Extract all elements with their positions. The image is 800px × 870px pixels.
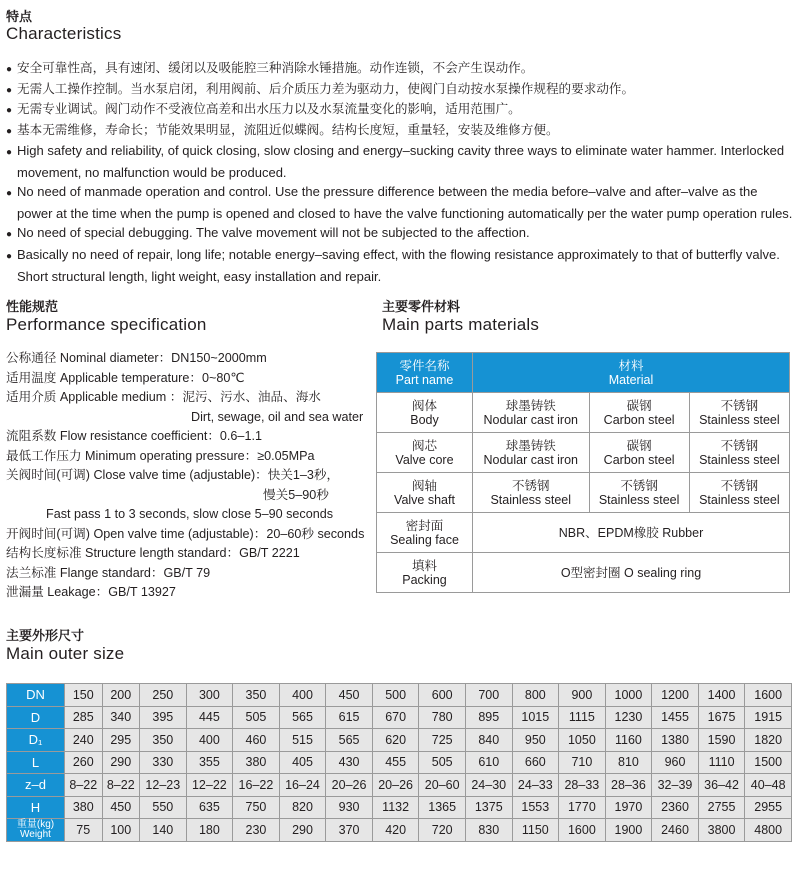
- size-cell: 330: [140, 751, 187, 774]
- cell-text-cn: 阀芯: [411, 438, 437, 453]
- size-cell: 720: [419, 819, 466, 842]
- size-row: [7, 774, 792, 797]
- characteristic-text-cn: 无需专业调试。阀门动作不受液位高差和出水压力以及水泵流量变化的影响，适用范围广。: [17, 102, 521, 116]
- size-cell: 28–33: [559, 774, 606, 797]
- performance-line: 法兰标准 Flange standard：GB/T 79: [6, 565, 211, 580]
- size-cell: 515: [279, 729, 326, 752]
- characteristic-item-cn: [6, 80, 796, 101]
- size-cell: 810: [605, 751, 652, 774]
- size-cell: 1600: [559, 819, 606, 842]
- material-cell: [689, 393, 789, 433]
- size-cell: 1400: [698, 684, 745, 707]
- size-cell: 550: [140, 796, 187, 819]
- performance-line: 开阀时间(可调) Open valve time (adjustable)：20–60秒 seconds: [6, 526, 365, 541]
- cell-text-cn: 阀轴: [411, 478, 437, 493]
- cell-text-cn: 不锈钢: [720, 398, 759, 413]
- performance-line: 慢关5–90秒: [263, 487, 329, 502]
- size-cell: 150: [65, 684, 103, 707]
- size-cell: 500: [372, 684, 419, 707]
- size-cell: 395: [140, 706, 187, 729]
- part-name-cell: [377, 473, 473, 513]
- size-row-label: [7, 819, 65, 842]
- size-cell: 12–23: [140, 774, 187, 797]
- size-cell: 200: [102, 684, 140, 707]
- performance-line: 泄漏量 Leakage：GB/T 13927: [6, 585, 176, 599]
- size-title-en: Main outer size: [6, 644, 125, 663]
- label-en: Weight: [20, 828, 51, 840]
- performance-line: Dirt, sewage, oil and sea water: [191, 409, 364, 424]
- size-cell: 40–48: [745, 774, 792, 797]
- size-cell: 450: [102, 796, 140, 819]
- parts-title-en: Main parts materials: [382, 315, 540, 334]
- bullet-icon: ●: [6, 188, 13, 200]
- size-cell: 460: [233, 729, 280, 752]
- performance-line: 适用温度 Applicable temperature：0~80℃: [6, 370, 245, 385]
- size-cell: 1050: [559, 729, 606, 752]
- size-cell: 140: [140, 819, 187, 842]
- size-cell: 8–22: [102, 774, 140, 797]
- characteristic-item-cn: [6, 121, 796, 142]
- material-cell-merged: O型密封圈 O sealing ring: [473, 553, 790, 593]
- bullet-icon: ●: [6, 147, 13, 158]
- size-cell: 670: [372, 706, 419, 729]
- size-cell: 1115: [559, 706, 606, 729]
- size-cell: 700: [465, 684, 512, 707]
- material-cell: [589, 473, 689, 513]
- cell-text-cn: 碳钢: [626, 398, 652, 413]
- characteristic-item-en: [6, 182, 796, 223]
- size-row-label: H: [7, 796, 65, 819]
- size-cell: 450: [326, 684, 373, 707]
- material-cell: [589, 393, 689, 433]
- cell-text-cn: 阀体: [411, 398, 437, 413]
- size-cell: 3800: [698, 819, 745, 842]
- size-cell: 2360: [652, 796, 699, 819]
- performance-spec-list: [6, 349, 376, 603]
- material-cell: [689, 473, 789, 513]
- size-cell: 75: [65, 819, 103, 842]
- size-row: [7, 751, 792, 774]
- cell-text-en: Body: [410, 412, 439, 427]
- size-cell: 750: [233, 796, 280, 819]
- size-cell: 620: [372, 729, 419, 752]
- size-cell: 930: [326, 796, 373, 819]
- size-cell: 1500: [745, 751, 792, 774]
- size-cell: 2460: [652, 819, 699, 842]
- parts-title-cn: 主要零件材料: [382, 299, 461, 314]
- size-cell: 300: [186, 684, 233, 707]
- size-cell: 565: [326, 729, 373, 752]
- cell-text-en: Carbon steel: [603, 452, 675, 467]
- size-cell: 4800: [745, 819, 792, 842]
- size-cell: 1900: [605, 819, 652, 842]
- size-cell: 1375: [465, 796, 512, 819]
- outer-size-table: [6, 683, 792, 842]
- cell-text-en: Valve shaft: [394, 492, 455, 507]
- cell-text-cn: 不锈钢: [720, 438, 759, 453]
- bullet-icon: ●: [6, 64, 13, 75]
- size-cell: 840: [465, 729, 512, 752]
- size-row-label: D₁: [7, 729, 65, 752]
- size-cell: 16–24: [279, 774, 326, 797]
- cell-text-en: Valve core: [395, 452, 454, 467]
- size-cell: 290: [102, 751, 140, 774]
- size-cell: 1015: [512, 706, 559, 729]
- size-cell: 1675: [698, 706, 745, 729]
- size-cell: 36–42: [698, 774, 745, 797]
- size-cell: 355: [186, 751, 233, 774]
- size-cell: 400: [279, 684, 326, 707]
- cell-text-cn: 不锈钢: [511, 478, 550, 493]
- characteristic-text-cn: 无需人工操作控制。当水泵启闭，利用阀前、后介质压力差为驱动力，使阀门自动按水泵操作规程的要求动作。: [17, 81, 635, 96]
- size-cell: 290: [279, 819, 326, 842]
- size-cell: 28–36: [605, 774, 652, 797]
- part-name-cell: [377, 513, 473, 553]
- bullet-icon: ●: [6, 229, 13, 241]
- characteristic-text-en: No need of manmade operation and control. Use the pressure difference between the media before–valve and after–valve as the power at the time when the pump is opened and closed to have the valve functioning automatically per the water pump operation rules.: [17, 184, 793, 221]
- material-cell-merged: NBR、EPDM橡胶 Rubber: [473, 513, 790, 553]
- performance-line: Fast pass 1 to 3 seconds, slow close 5–90 seconds: [46, 507, 334, 521]
- cell-text-en: Stainless steel: [598, 492, 680, 507]
- parts-row: [377, 393, 790, 433]
- characteristics-title-cn: 特点: [6, 9, 33, 24]
- size-cell: 295: [102, 729, 140, 752]
- size-cell: 380: [233, 751, 280, 774]
- characteristics-title-en: Characteristics: [6, 24, 122, 43]
- characteristic-item-en: [6, 245, 796, 286]
- parts-materials-table: [376, 352, 790, 593]
- size-cell: 1770: [559, 796, 606, 819]
- size-cell: 1820: [745, 729, 792, 752]
- size-cell: 950: [512, 729, 559, 752]
- characteristic-text-en: Basically no need of repair, long life; notable energy–saving effect, with the flowing resistance approximately to that of butterfly valve. Short structural length, light weight, easy installation and repair.: [17, 246, 780, 284]
- material-cell: [689, 433, 789, 473]
- size-cell: 1590: [698, 729, 745, 752]
- size-cell: 725: [419, 729, 466, 752]
- bullet-icon: ●: [6, 84, 13, 96]
- size-cell: 20–26: [326, 774, 373, 797]
- cell-text-cn: 填料: [411, 558, 437, 573]
- size-cell: 1230: [605, 706, 652, 729]
- performance-title-en: Performance specification: [6, 315, 207, 334]
- size-cell: 430: [326, 751, 373, 774]
- size-row-label: L: [7, 751, 65, 774]
- cell-text-en: Carbon steel: [603, 412, 675, 427]
- bullet-icon: ●: [6, 250, 13, 262]
- size-cell: 635: [186, 796, 233, 819]
- size-cell: 32–39: [652, 774, 699, 797]
- parts-row-sealing: [377, 513, 790, 553]
- size-cell: 420: [372, 819, 419, 842]
- material-cell: [473, 473, 590, 513]
- parts-row: [377, 473, 790, 513]
- characteristics-list: [6, 59, 796, 286]
- size-cell: 820: [279, 796, 326, 819]
- performance-line: 流阻系数 Flow resistance coefficient：0.6–1.1: [6, 429, 262, 443]
- size-cell: 800: [512, 684, 559, 707]
- size-cell: 565: [279, 706, 326, 729]
- size-cell: 960: [652, 751, 699, 774]
- material-cell: [473, 393, 590, 433]
- material-cell: [589, 433, 689, 473]
- cell-text-en: Sealing face: [390, 532, 459, 547]
- size-cell: 1380: [652, 729, 699, 752]
- characteristic-text-en: High safety and reliability, of quick closing, slow closing and energy–sucking cavity three ways to eliminate water hammer. Interlocked movement, no malfunction would be produced.: [17, 143, 785, 180]
- size-cell: 610: [465, 751, 512, 774]
- size-cell: 1000: [605, 684, 652, 707]
- size-cell: 20–26: [372, 774, 419, 797]
- cell-text-en: Stainless steel: [490, 492, 572, 507]
- size-cell: 250: [140, 684, 187, 707]
- size-cell: 230: [233, 819, 280, 842]
- characteristic-item-cn: [6, 59, 796, 80]
- cell-text-cn: 碳钢: [626, 438, 652, 453]
- bullet-icon: ●: [6, 105, 13, 116]
- cell-text-en: Nodular cast iron: [483, 412, 578, 427]
- characteristic-text-cn: 安全可靠性高，具有速闭、缓闭以及吸能腔三种消除水锤措施。动作连锁，不会产生误动作。: [17, 61, 534, 75]
- size-cell: 830: [465, 819, 512, 842]
- size-row-label: z–d: [7, 774, 65, 797]
- size-cell: 8–22: [65, 774, 103, 797]
- part-name-cell: [377, 393, 473, 433]
- cell-text-en: Stainless steel: [699, 452, 780, 467]
- characteristic-text-cn: 基本无需维修，寿命长；节能效果明显，流阻近似蝶阀。结构长度短，重量轻，安装及维修方便。: [17, 122, 559, 137]
- size-cell: 1110: [698, 751, 745, 774]
- performance-line: 最低工作压力 Minimum operating pressure：≥0.05MPa: [6, 448, 315, 463]
- size-cell: 20–60: [419, 774, 466, 797]
- performance-title-cn: 性能规范: [6, 299, 59, 314]
- size-row: [7, 684, 792, 707]
- size-cell: 1970: [605, 796, 652, 819]
- size-cell: 1150: [512, 819, 559, 842]
- characteristic-item-en: [6, 141, 796, 182]
- parts-row-packing: [377, 553, 790, 593]
- size-cell: 710: [559, 751, 606, 774]
- parts-row: [377, 433, 790, 473]
- size-cell: 1553: [512, 796, 559, 819]
- size-cell: 1160: [605, 729, 652, 752]
- cell-text-en: Part name: [395, 372, 454, 387]
- size-cell: 600: [419, 684, 466, 707]
- size-row: [7, 819, 792, 842]
- characteristic-item-cn: [6, 100, 796, 121]
- size-cell: 240: [65, 729, 103, 752]
- size-cell: 895: [465, 706, 512, 729]
- size-cell: 100: [102, 819, 140, 842]
- size-cell: 780: [419, 706, 466, 729]
- size-cell: 400: [186, 729, 233, 752]
- cell-text-en: Nodular cast iron: [483, 452, 578, 467]
- performance-line: 结构长度标准 Structure length standard：GB/T 2221: [6, 546, 300, 560]
- material-cell: [473, 433, 590, 473]
- size-cell: 615: [326, 706, 373, 729]
- cell-text-en: Material: [608, 372, 654, 387]
- size-cell: 505: [419, 751, 466, 774]
- performance-line: 适用介质 Applicable medium ：泥污、污水、油品、海水: [6, 390, 321, 404]
- size-cell: 12–22: [186, 774, 233, 797]
- performance-line: 公称通径 Nominal diameter：DN150~2000mm: [6, 351, 267, 365]
- size-cell: 445: [186, 706, 233, 729]
- size-cell: 1200: [652, 684, 699, 707]
- size-cell: 1600: [745, 684, 792, 707]
- size-row-label: D: [7, 706, 65, 729]
- cell-text-en: Stainless steel: [699, 412, 780, 427]
- size-row: [7, 706, 792, 729]
- size-title-cn: 主要外形尺寸: [6, 628, 85, 643]
- material-header: [473, 353, 790, 393]
- cell-text-cn: 球墨铸铁: [505, 438, 556, 453]
- size-cell: 370: [326, 819, 373, 842]
- cell-text-cn: 密封面: [405, 518, 444, 533]
- size-cell: 2755: [698, 796, 745, 819]
- cell-text-cn: 不锈钢: [720, 478, 759, 493]
- size-cell: 24–33: [512, 774, 559, 797]
- size-cell: 16–22: [233, 774, 280, 797]
- cell-text-cn: 零件名称: [399, 358, 450, 373]
- size-cell: 285: [65, 706, 103, 729]
- size-cell: 260: [65, 751, 103, 774]
- performance-line: 关阀时间(可调) Close valve time (adjustable)：快关1–3秒，: [6, 468, 340, 482]
- part-name-header: [377, 353, 473, 393]
- size-cell: 455: [372, 751, 419, 774]
- size-row-label: DN: [7, 684, 65, 707]
- cell-text-cn: 不锈钢: [620, 478, 658, 493]
- size-cell: 505: [233, 706, 280, 729]
- size-row: [7, 729, 792, 752]
- size-cell: 1455: [652, 706, 699, 729]
- size-cell: 180: [186, 819, 233, 842]
- bullet-icon: ●: [6, 125, 13, 137]
- cell-text-cn: 材料: [618, 358, 644, 373]
- size-cell: 900: [559, 684, 606, 707]
- size-cell: 24–30: [465, 774, 512, 797]
- characteristic-text-en: No need of special debugging. The valve movement will not be subjected to the affection.: [17, 225, 530, 241]
- part-name-cell: [377, 433, 473, 473]
- size-cell: 405: [279, 751, 326, 774]
- size-cell: 340: [102, 706, 140, 729]
- cell-text-en: Stainless steel: [699, 492, 780, 507]
- size-cell: 1915: [745, 706, 792, 729]
- parts-header-row: [377, 353, 790, 393]
- size-cell: 380: [65, 796, 103, 819]
- size-cell: 350: [140, 729, 187, 752]
- characteristic-item-en: [6, 223, 796, 245]
- part-name-cell: [377, 553, 473, 593]
- cell-text-cn: 球墨铸铁: [505, 398, 556, 413]
- size-cell: 660: [512, 751, 559, 774]
- size-cell: 1132: [372, 796, 419, 819]
- size-cell: 350: [233, 684, 280, 707]
- label-cn: 重量(kg): [16, 818, 55, 830]
- cell-text-en: Packing: [402, 572, 447, 587]
- size-cell: 2955: [745, 796, 792, 819]
- size-cell: 1365: [419, 796, 466, 819]
- size-row: [7, 796, 792, 819]
